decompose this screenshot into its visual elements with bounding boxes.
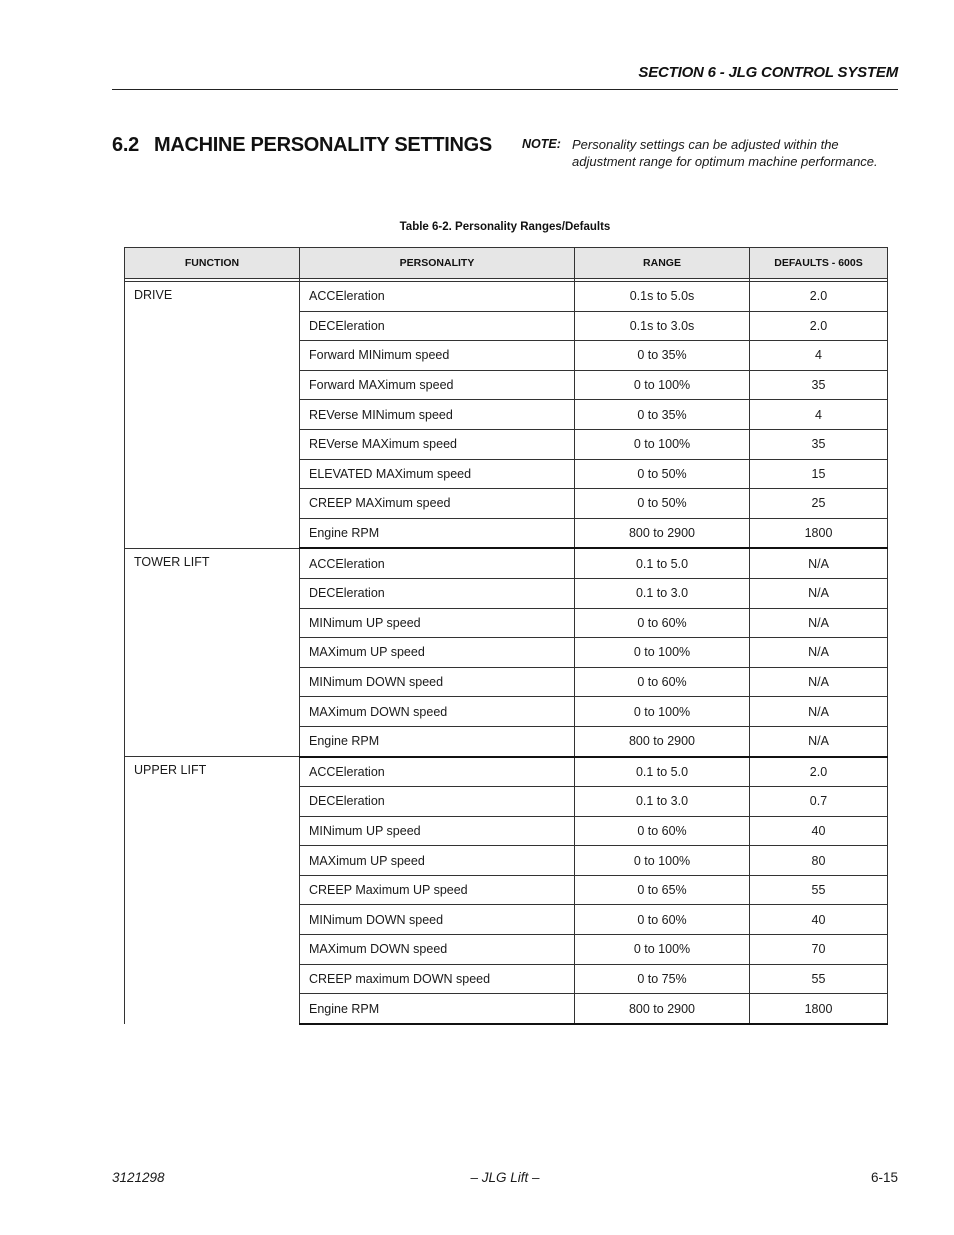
default-cell: 2.0 — [750, 282, 888, 312]
default-cell: N/A — [750, 697, 888, 727]
function-cell: DRIVE — [125, 282, 300, 549]
header-range: RANGE — [575, 248, 750, 279]
range-cell: 0 to 35% — [575, 341, 750, 371]
table-row — [125, 282, 888, 312]
table-row — [125, 548, 888, 578]
default-cell: 80 — [750, 846, 888, 876]
default-cell: 2.0 — [750, 311, 888, 341]
default-cell: 40 — [750, 816, 888, 846]
table-row — [125, 757, 888, 787]
range-cell: 0.1 to 5.0 — [575, 757, 750, 787]
personality-cell: DECEleration — [300, 787, 575, 817]
default-cell: 55 — [750, 964, 888, 994]
personality-cell: Engine RPM — [300, 726, 575, 756]
personality-cell: ACCEleration — [300, 757, 575, 787]
default-cell: 1800 — [750, 994, 888, 1024]
header-function: FUNCTION — [125, 248, 300, 279]
header-defaults: DEFAULTS - 600S — [750, 248, 888, 279]
personality-cell: ACCEleration — [300, 282, 575, 312]
default-cell: N/A — [750, 726, 888, 756]
table-caption: Table 6-2. Personality Ranges/Defaults — [399, 221, 611, 233]
section-title: MACHINE PERSONALITY SETTINGS — [154, 134, 492, 156]
default-cell: 4 — [750, 341, 888, 371]
default-cell: 40 — [750, 905, 888, 935]
personality-cell: MINimum DOWN speed — [300, 905, 575, 935]
header-personality: PERSONALITY — [300, 248, 575, 279]
footer-brand: – JLG Lift – — [470, 1170, 540, 1185]
table-header-row — [125, 248, 888, 279]
personality-cell: ELEVATED MAXimum speed — [300, 459, 575, 489]
personality-cell: CREEP maximum DOWN speed — [300, 964, 575, 994]
range-cell: 0.1 to 3.0 — [575, 578, 750, 608]
range-cell: 0 to 60% — [575, 905, 750, 935]
personality-cell: REVerse MAXimum speed — [300, 429, 575, 459]
personality-cell: MAXimum UP speed — [300, 846, 575, 876]
range-cell: 0 to 100% — [575, 935, 750, 965]
range-cell: 0.1 to 3.0 — [575, 787, 750, 817]
personality-cell: DECEleration — [300, 578, 575, 608]
default-cell: N/A — [750, 667, 888, 697]
personality-cell: MAXimum UP speed — [300, 638, 575, 668]
note-text: Personality settings can be adjusted within the adjustment range for optimum machine performance. — [572, 137, 878, 169]
range-cell: 0 to 60% — [575, 608, 750, 638]
default-cell: N/A — [750, 548, 888, 578]
range-cell: 0 to 50% — [575, 459, 750, 489]
default-cell: N/A — [750, 608, 888, 638]
personality-cell: REVerse MINimum speed — [300, 400, 575, 430]
default-cell: 55 — [750, 875, 888, 905]
personality-cell: CREEP Maximum UP speed — [300, 875, 575, 905]
default-cell: 25 — [750, 489, 888, 519]
range-cell: 800 to 2900 — [575, 726, 750, 756]
range-cell: 0 to 65% — [575, 875, 750, 905]
default-cell: 0.7 — [750, 787, 888, 817]
default-cell: 2.0 — [750, 757, 888, 787]
range-cell: 0.1 to 5.0 — [575, 548, 750, 578]
function-cell: TOWER LIFT — [125, 548, 300, 756]
range-cell: 0 to 35% — [575, 400, 750, 430]
note-label: NOTE: — [522, 137, 561, 151]
personality-table — [124, 247, 888, 1025]
range-cell: 0 to 100% — [575, 638, 750, 668]
range-cell: 0 to 75% — [575, 964, 750, 994]
range-cell: 800 to 2900 — [575, 994, 750, 1024]
default-cell: 70 — [750, 935, 888, 965]
personality-cell: DECEleration — [300, 311, 575, 341]
default-cell: 35 — [750, 429, 888, 459]
personality-cell: MINimum DOWN speed — [300, 667, 575, 697]
range-cell: 0 to 60% — [575, 667, 750, 697]
function-cell: UPPER LIFT — [125, 757, 300, 1024]
default-cell: 1800 — [750, 518, 888, 548]
default-cell: N/A — [750, 578, 888, 608]
personality-cell: ACCEleration — [300, 548, 575, 578]
default-cell: 35 — [750, 370, 888, 400]
section-heading — [112, 134, 492, 157]
personality-cell: CREEP MAXimum speed — [300, 489, 575, 519]
range-cell: 800 to 2900 — [575, 518, 750, 548]
personality-cell: MAXimum DOWN speed — [300, 935, 575, 965]
doc-number: 3121298 — [112, 1170, 165, 1185]
range-cell: 0 to 100% — [575, 429, 750, 459]
personality-cell: MAXimum DOWN speed — [300, 697, 575, 727]
personality-cell: Engine RPM — [300, 518, 575, 548]
range-cell: 0 to 100% — [575, 370, 750, 400]
range-cell: 0.1s to 5.0s — [575, 282, 750, 312]
personality-cell: MINimum UP speed — [300, 608, 575, 638]
range-cell: 0 to 60% — [575, 816, 750, 846]
range-cell: 0 to 100% — [575, 846, 750, 876]
personality-cell: MINimum UP speed — [300, 816, 575, 846]
default-cell: 4 — [750, 400, 888, 430]
default-cell: 15 — [750, 459, 888, 489]
section-header-title: SECTION 6 - JLG CONTROL SYSTEM — [638, 64, 898, 81]
range-cell: 0.1s to 3.0s — [575, 311, 750, 341]
range-cell: 0 to 50% — [575, 489, 750, 519]
range-cell: 0 to 100% — [575, 697, 750, 727]
page-number: 6-15 — [870, 1170, 898, 1185]
personality-cell: Forward MAXimum speed — [300, 370, 575, 400]
personality-cell: Engine RPM — [300, 994, 575, 1024]
default-cell: N/A — [750, 638, 888, 668]
section-number: 6.2 — [112, 134, 139, 156]
personality-cell: Forward MINimum speed — [300, 341, 575, 371]
header-rule — [112, 89, 898, 90]
